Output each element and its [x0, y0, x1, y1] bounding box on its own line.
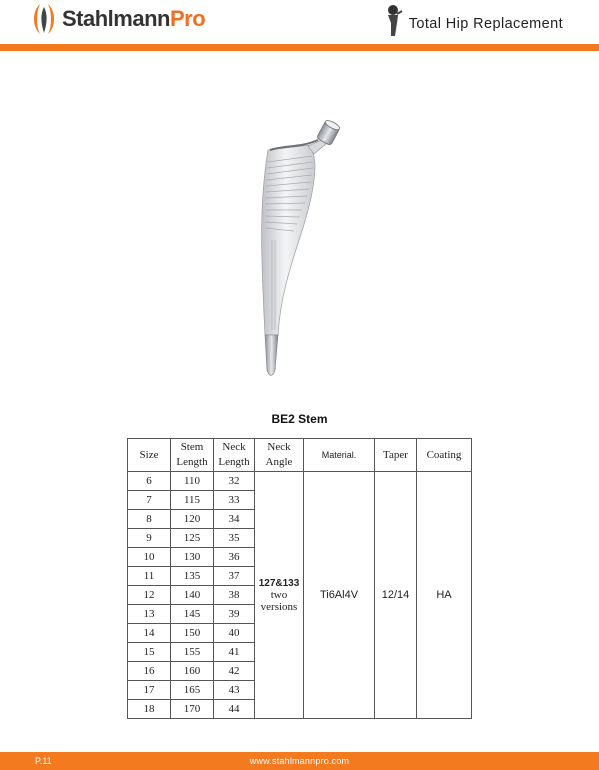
- neck-angle-value: 127&133: [258, 577, 300, 589]
- cell-size: 14: [128, 624, 171, 643]
- header-size: Size: [128, 439, 171, 472]
- cell-size: 17: [128, 681, 171, 700]
- cell-size: 6: [128, 472, 171, 491]
- cell-neck-length: 35: [214, 529, 255, 548]
- cell-stem-length: 170: [171, 700, 214, 719]
- cell-neck-length: 39: [214, 605, 255, 624]
- table-title: BE2 Stem: [271, 412, 328, 426]
- cell-neck-length: 33: [214, 491, 255, 510]
- cell-neck-length: 41: [214, 643, 255, 662]
- header-neck-length: Neck Length: [214, 439, 255, 472]
- cell-stem-length: 135: [171, 567, 214, 586]
- cell-neck-length: 40: [214, 624, 255, 643]
- page-number: P.11: [35, 756, 52, 766]
- table-header-row: [128, 439, 472, 472]
- header-coating: Coating: [417, 439, 472, 472]
- cell-size: 8: [128, 510, 171, 529]
- cell-stem-length: 140: [171, 586, 214, 605]
- cell-stem-length: 110: [171, 472, 214, 491]
- cell-size: 7: [128, 491, 171, 510]
- header-material: Material.: [304, 439, 375, 472]
- neck-angle-note-2: versions: [260, 600, 298, 613]
- hip-stem-implant-image: [240, 120, 350, 382]
- header-accent-bar: [0, 44, 599, 51]
- table-row: [128, 472, 472, 491]
- cell-size: 16: [128, 662, 171, 681]
- flame-logo-icon: [30, 1, 58, 37]
- cell-stem-length: 165: [171, 681, 214, 700]
- brand-name: StahlmannPro: [62, 6, 206, 31]
- hip-joint-icon: [384, 3, 404, 37]
- cell-neck-length: 32: [214, 472, 255, 491]
- cell-stem-length: 150: [171, 624, 214, 643]
- header-taper: Taper: [375, 439, 417, 472]
- cell-material: Ti6Al4V: [304, 472, 375, 719]
- cell-stem-length: 125: [171, 529, 214, 548]
- cell-stem-length: 155: [171, 643, 214, 662]
- cell-size: 10: [128, 548, 171, 567]
- cell-size: 11: [128, 567, 171, 586]
- brand-logo[interactable]: [30, 1, 205, 37]
- page-header: [0, 0, 599, 44]
- page-title: Total Hip Replacement: [408, 16, 563, 32]
- cell-size: 15: [128, 643, 171, 662]
- cell-neck-length: 43: [214, 681, 255, 700]
- cell-neck-length: 38: [214, 586, 255, 605]
- header-stem-length: Stem Length: [171, 439, 214, 472]
- cell-stem-length: 160: [171, 662, 214, 681]
- cell-stem-length: 130: [171, 548, 214, 567]
- header-neck-angle: Neck Angle: [255, 439, 304, 472]
- stem-spec-table: [127, 438, 472, 719]
- cell-coating: HA: [417, 472, 472, 719]
- cell-taper: 12/14: [375, 472, 417, 719]
- website-link[interactable]: www.stahlmannpro.com: [249, 756, 350, 766]
- cell-size: 12: [128, 586, 171, 605]
- cell-size: 9: [128, 529, 171, 548]
- cell-size: 13: [128, 605, 171, 624]
- cell-neck-length: 36: [214, 548, 255, 567]
- cell-neck-angle: [255, 472, 304, 719]
- cell-stem-length: 120: [171, 510, 214, 529]
- cell-neck-length: 34: [214, 510, 255, 529]
- cell-neck-length: 44: [214, 700, 255, 719]
- cell-size: 18: [128, 700, 171, 719]
- page-footer: [0, 752, 599, 770]
- neck-angle-note-1: two: [270, 588, 288, 601]
- cell-neck-length: 42: [214, 662, 255, 681]
- cell-stem-length: 145: [171, 605, 214, 624]
- cell-stem-length: 115: [171, 491, 214, 510]
- cell-neck-length: 37: [214, 567, 255, 586]
